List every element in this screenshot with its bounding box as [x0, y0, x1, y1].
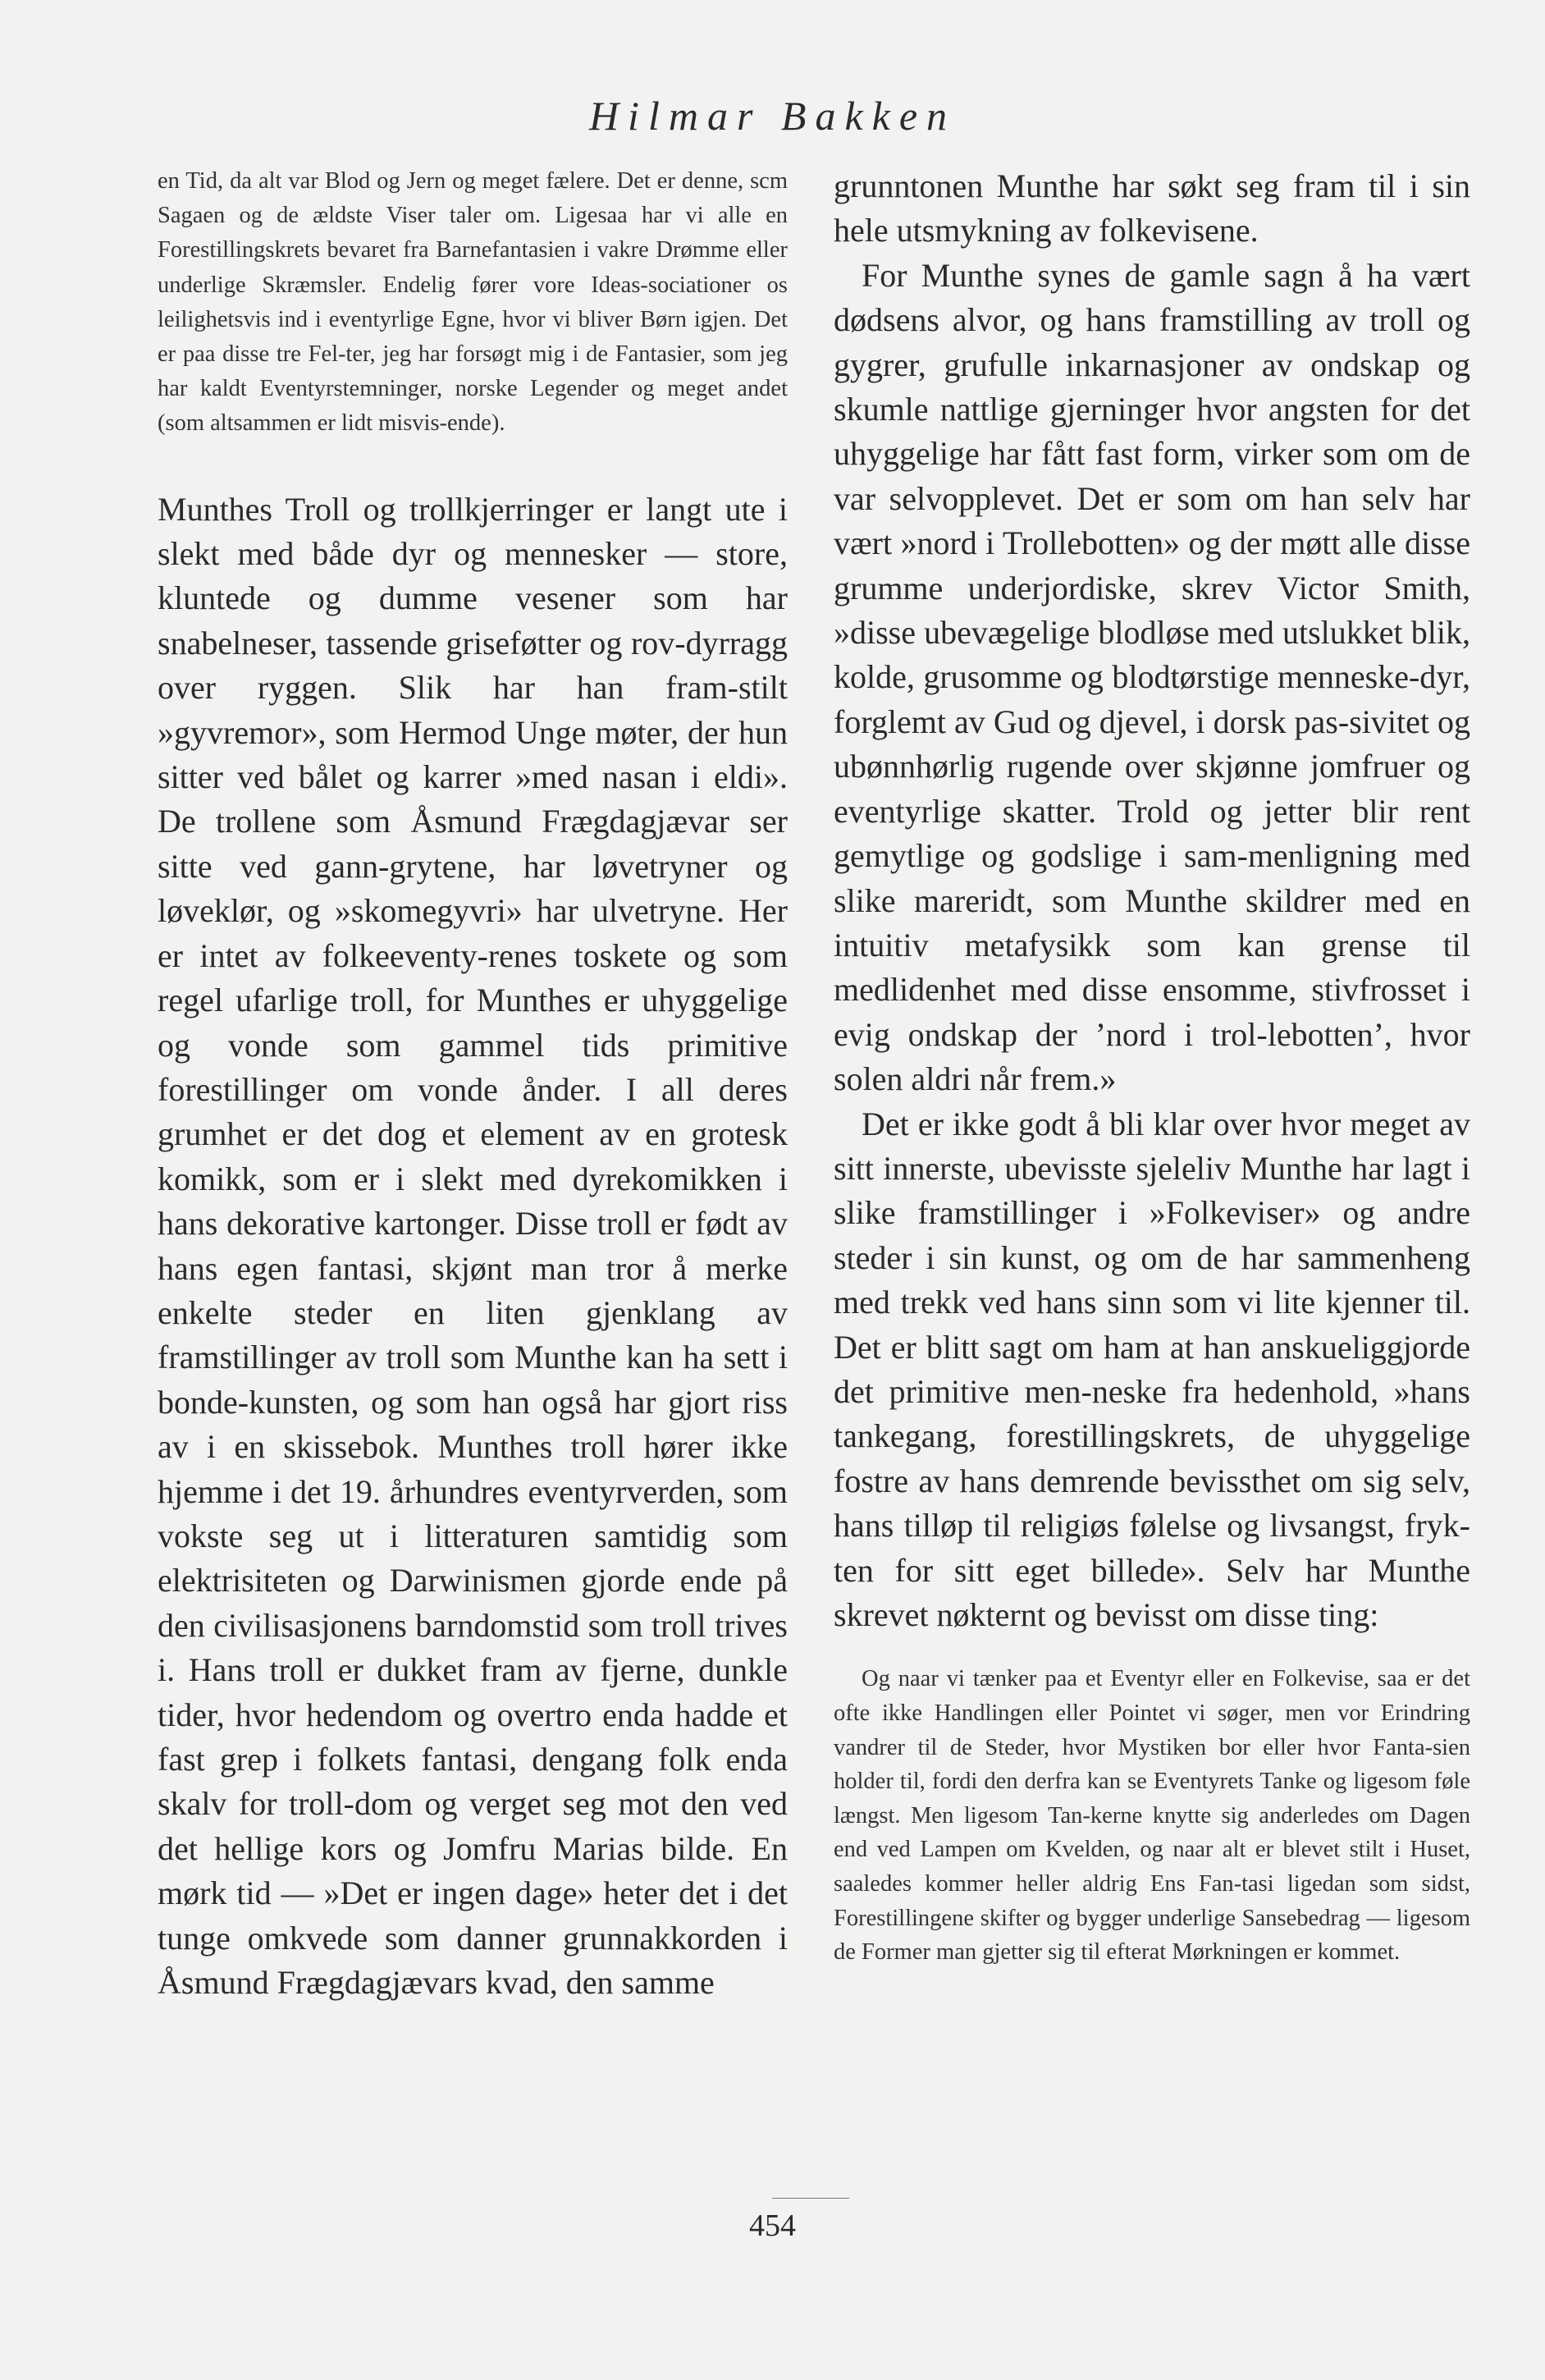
left-body-paragraph: Munthes Troll og trollkjerringer er langt ute i slekt med både dyr og mennesker — store, kluntede og dumme vesener som har snabelneser, tassende griseføtter og rov-dyrragg over ryggen. Slik har han fram-stilt »gyvremor», som Hermod Unge møter, der hun sitter ved bålet og karrer »med nasan i eldi». De trollene som Åsmund Frægdagjævar ser sitte ved gann-grytene, har løvetryner og løveklør, og »skomegyvri» har ulvetryne. Her er intet av folkeeventy-renes toskete og som regel ufarlige troll, for Munthes er uhyggelige og vonde som gammel tids primitive forestillinger om vonde ånder. I all deres grumhet er det dog et element av en grotesk komikk, som er i slekt med dyrekomikken i hans dekorative kartonger. Disse troll er født av hans egen fantasi, skjønt man tror å merke enkelte steder en liten gjenklang av framstillinger av troll som Munthe kan ha sett i bonde-kunsten, og som han også har gjort riss av i en skissebok. Munthes troll hører ikke hjemme i det 19. århundres eventyrverden, som vokste seg ut i litteraturen samtidig som elektrisiteten og Darwinismen gjorde ende på den civilisasjonens barndomstid som troll trives i. Hans troll er dukket fram av fjerne, dunkle tider, hvor hedendom og overtro enda hadde et fast grep i folkets fantasi, dengang folk enda skalv for troll-dom og verget seg mot den ved det hellige kors og Jomfru Marias bilde. En mørk tid — »Det er ingen dage» heter det i det tunge omkvede som danner grunnakkorden i Åsmund Frægdagjævars kvad, den samme	[158, 490, 788, 2002]
footer-rule	[772, 2198, 849, 2199]
left-quote: en Tid, da alt var Blod og Jern og meget fælere. Det er denne, scm Sagaen og de ældste Viser taler om. Ligesaa har vi alle en Forestillingskrets bevaret fra Barnefantasien i vakre Drømme eller underlige Skræmsler. Endelig fører vore Ideas-sociationer os leilighetsvis ind i eventyrlige Egne, hvor vi bliver Børn igjen. Det er paa disse tre Fel-ter, jeg har forsøgt mig i de Fantasier, som jeg har kaldt Eventyrstemninger, norske Legender og meget andet (som altsammen er lidt misvis-ende).	[158, 168, 788, 437]
right-quote: Og naar vi tænker paa et Eventyr eller en Folkevise, saa er det ofte ikke Handlingen eller Pointet vi søger, men vor Erindring vandrer til de Steder, hvor Mystiken bor eller hvor Fanta-sien holder til, fordi den derfra kan se Eventyrets Tanke og ligesom føle længst. Men ligesom Tan-kerne knytte sig anderledes om Dagen end ved Lampen om Kvelden, og naar alt er blevet stilt i Huset, saaledes kommer heller aldrig Ens Fan-tasi ligedan som sidst, Forestillingene skifter og bygger underlige Sansebedrag — ligesom de Former man gjetter sig til efterat Mørkningen er kommet.	[834, 1666, 1470, 1966]
spacer	[158, 442, 788, 487]
right-column	[834, 164, 1470, 1970]
running-head-author: Hilmar Bakken	[588, 93, 957, 139]
page-number: 454	[749, 2208, 796, 2243]
left-column	[158, 164, 788, 2005]
right-paragraph-2: For Munthe synes de gamle sagn å ha vært dødsens alvor, og hans framstilling av troll og gygrer, grufulle inkarnasjoner av ondskap og skumle nattlige gjerninger hvor angsten for det uhyggelige har fått fast form, virker som om de var selvopplevet. Det er som om han selv har vært »nord i Trollebotten» og der møtt alle disse grumme underjordiske, skrev Victor Smith, »disse ubevægelige blodløse med utslukket blik, kolde, grusomme og blodtørstige menneske-dyr, forglemt av Gud og djevel, i dorsk pas-sivitet og ubønnhørlig rugende over skjønne jomfruer og eventyrlige skatter. Trold og jetter blir rent gemytlige og godslige i sam-menligning med slike mareridt, som Munthe skildrer med en intuitiv metafysikk som kan grense til medlidenhet med disse ensomme, stivfrosset i evig ondskap der ’nord i trol-lebotten’, hvor solen aldri når frem.»	[834, 256, 1470, 1098]
right-paragraph-3: Det er ikke godt å bli klar over hvor meget av sitt innerste, ubevisste sjeleliv Munthe har lagt i slike framstillinger i »Folkeviser» og andre steder i sin kunst, og om de har sammenheng med trekk ved hans sinn som vi lite kjenner til. Det er blitt sagt om ham at han anskueliggjorde det primitive men-neske fra hedenhold, »hans tankegang, forestillingskrets, de uhyggelige fostre av hans demrende bevissthet om sig selv, hans tilløp til religiøs følelse og livsangst, fryk-ten for sitt eget billede». Selv har Munthe skrevet nøkternt og bevisst om disse ting:	[834, 1105, 1470, 1633]
right-paragraph-1: grunntonen Munthe har søkt seg fram til i sin hele utsmykning av folkevisene.	[834, 167, 1470, 249]
